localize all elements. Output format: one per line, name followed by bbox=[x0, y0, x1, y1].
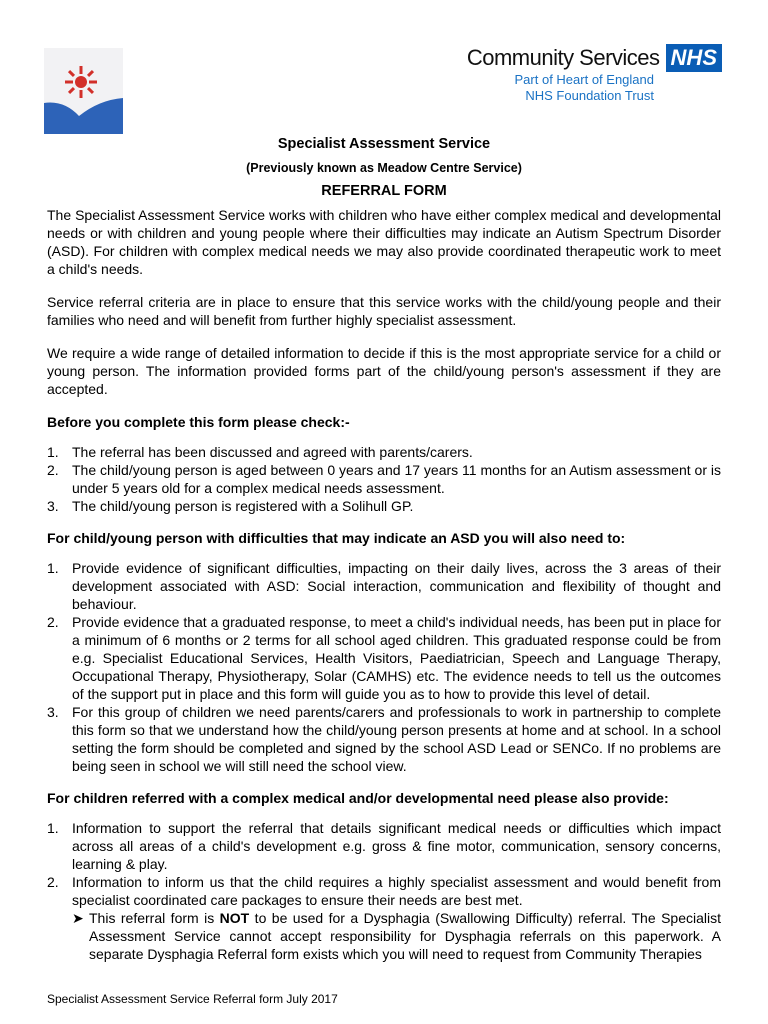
list-item: 2. The child/young person is aged between 0 years and 17 years 11 months for an Autism assessment or is under 5 years old for a complex medical needs assessment. bbox=[47, 462, 721, 496]
list-item: 1. Information to support the referral that details significant medical needs or difficulties which impact across all areas of a child's development e.g. gross & fine motor, communication, sensory concerns, learning & play. bbox=[47, 820, 721, 872]
section-heading: Before you complete this form please check:- bbox=[47, 414, 350, 430]
list-item: 2. Provide evidence that a graduated response, to meet a child's individual needs, has been put in place for a minimum of 6 months or 2 terms for all school aged children. This graduated response could be from e.g. Specialist Educational Services, Health Visitors, Paediatrician, Speech and Language Therapy, Occupational Therapy, Physiotherapy, Solar (CAMHS) etc. The evidence needs to tell us the outcomes of the support put in place and this form will guide you as to how to provide this level of detail. bbox=[47, 614, 721, 702]
trust-line-2: NHS Foundation Trust bbox=[525, 88, 654, 103]
document-subtitle: (Previously known as Meadow Centre Service) bbox=[246, 161, 522, 175]
list-item: 1. The referral has been discussed and agreed with parents/carers. bbox=[47, 444, 473, 460]
list-item: 2. Information to inform us that the child requires a highly specialist assessment and would benefit from specialist coordinated care packages to ensure their needs are best met. bbox=[47, 874, 721, 908]
intro-paragraph: The Specialist Assessment Service works with children who have either complex medical and developmental needs or with children and young people where their difficulties may indicate an Autism Spectrum Disorder (ASD). For children with complex medical needs we may also provide coordinated therapeutic work to meet a child's needs. bbox=[47, 207, 721, 277]
document-body bbox=[47, 206, 721, 963]
service-logo bbox=[44, 48, 123, 134]
trust-line-1: Part of Heart of England bbox=[514, 72, 654, 87]
criteria-paragraph: Service referral criteria are in place to ensure that this service works with the child/young people and their families who need and will benefit from further highly specialist assessment. bbox=[47, 294, 721, 328]
list-item: 1. Provide evidence of significant difficulties, impacting on their daily lives, across the 3 areas of their development associated with ASD: Social interaction, communication and flexibility of thought and behaviour. bbox=[47, 560, 721, 612]
nhs-badge: NHS bbox=[666, 44, 722, 72]
asd-requirements bbox=[47, 559, 721, 775]
checklist bbox=[47, 443, 721, 515]
medical-requirements bbox=[47, 819, 721, 909]
section-heading: For child/young person with difficulties that may indicate an ASD you will also need to: bbox=[47, 530, 626, 546]
section-heading: For children referred with a complex medical and/or developmental need please also provide: bbox=[47, 790, 669, 806]
dysphagia-note: ➤ This referral form is NOT to be used for a Dysphagia (Swallowing Difficulty) referral. The Specialist Assessment Service cannot accept responsibility for Dysphagia referrals on this paperwork. A separate Dysphagia Referral form exists which you will need to request from Community Therapies bbox=[72, 910, 721, 962]
arrow-bullet-icon: ➤ bbox=[72, 910, 84, 926]
nhs-logo bbox=[467, 44, 722, 104]
brand-name: Community Services bbox=[466, 45, 660, 70]
list-item: 3. For this group of children we need parents/carers and professionals to work in partnership to complete this form so that we understand how the child/young person presents at home and at school. In a school setting the form should be completed and signed by the school ASD Lead or SENCo. If no problems are being seen in school we will still need the school view. bbox=[47, 704, 721, 774]
page-footer: Specialist Assessment Service Referral form July 2017 bbox=[47, 992, 338, 1006]
document-title: Specialist Assessment Service bbox=[277, 136, 491, 152]
information-paragraph: We require a wide range of detailed information to decide if this is the most appropriate service for a child or young person. The information provided forms part of the child/young person's assessment if they are accepted. bbox=[47, 345, 721, 397]
form-title: REFERRAL FORM bbox=[321, 183, 447, 199]
list-item: 3. The child/young person is registered with a Solihull GP. bbox=[47, 498, 414, 514]
